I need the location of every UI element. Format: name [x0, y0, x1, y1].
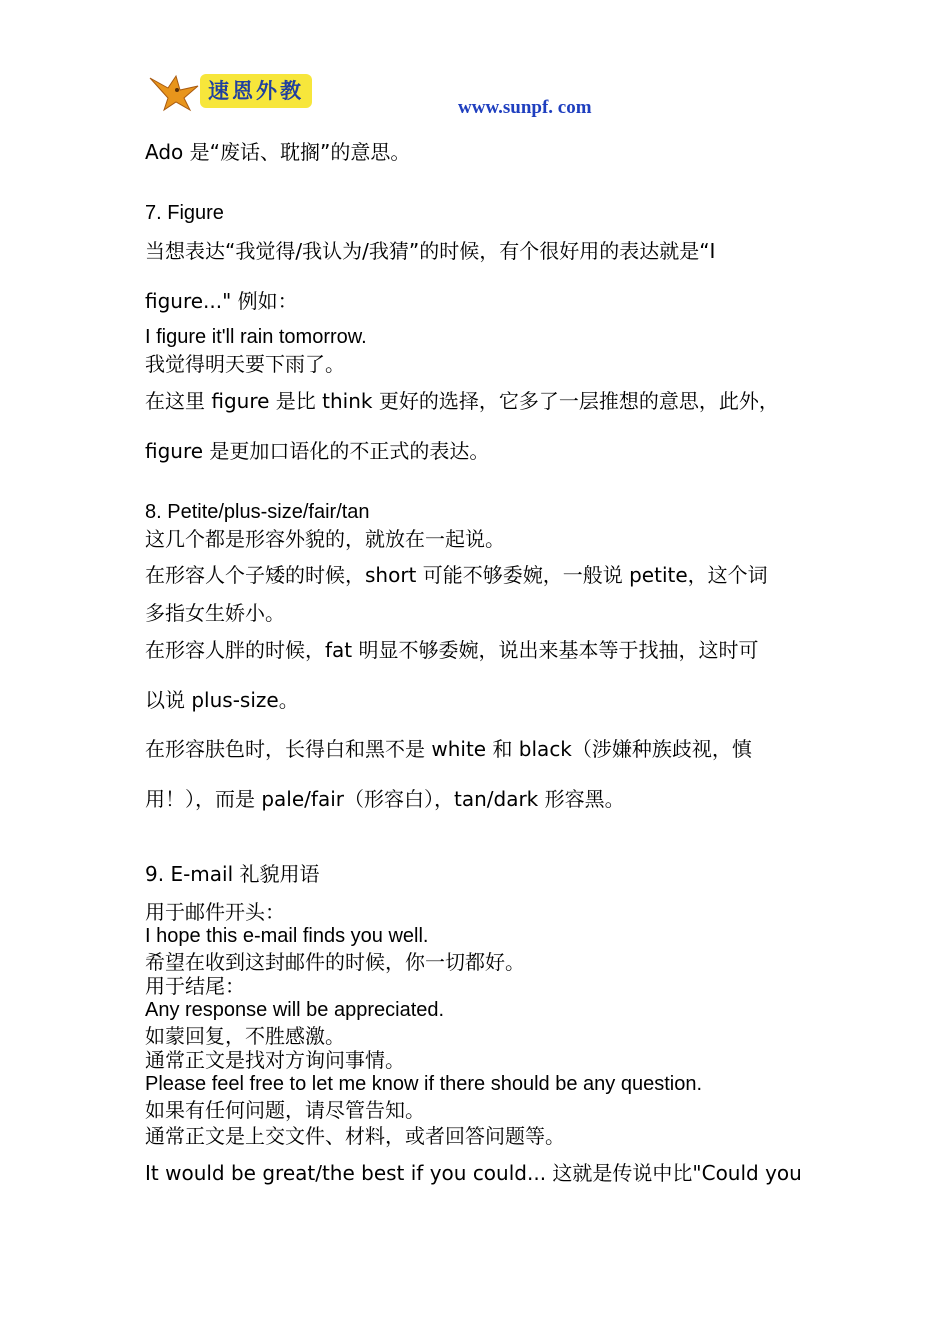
- text-line: 用于邮件开头：: [145, 900, 285, 924]
- text-line: 通常正文是上交文件、材料，或者回答问题等。: [145, 1124, 565, 1148]
- logo-text: 速恩外教: [200, 74, 312, 108]
- text-line: Any response will be appreciated.: [145, 999, 445, 1021]
- text-line: 以说 plus-size。: [145, 688, 299, 712]
- text-line: 这几个都是形容外貌的，就放在一起说。: [145, 527, 505, 551]
- text-line: 在这里 figure 是比 think 更好的选择，它多了一层推想的意思，此外，: [145, 389, 779, 413]
- site-url[interactable]: www.sunpf. com: [458, 97, 592, 118]
- text-line: It would be great/the best if you could... 这就是传说中比"Could you: [145, 1161, 802, 1185]
- text-line: I hope this e-mail finds you well.: [145, 925, 429, 947]
- text-line: 多指女生娇小。: [145, 601, 285, 625]
- text-line: 在形容人个子矮的时候，short 可能不够委婉，一般说 petite，这个词: [145, 563, 768, 587]
- text-line: 当想表达“我觉得/我认为/我猜”的时候，有个很好用的表达就是“I: [145, 239, 716, 263]
- section-heading: 9. E-mail 礼貌用语: [145, 862, 320, 886]
- text-line: 用于结尾：: [145, 974, 245, 998]
- text-line: Please feel free to let me know if there should be any question.: [145, 1073, 703, 1095]
- eagle-icon: [146, 70, 202, 114]
- text-line: Ado 是“废话、耽搁”的意思。: [145, 140, 411, 164]
- text-line: 希望在收到这封邮件的时候，你一切都好。: [145, 950, 525, 974]
- text-line: 用！），而是 pale/fair（形容白），tan/dark 形容黑。: [145, 787, 625, 811]
- logo: [146, 70, 314, 114]
- section-heading: 7. Figure: [145, 202, 224, 224]
- section-heading: 8. Petite/plus-size/fair/tan: [145, 501, 370, 523]
- text-line: figure 是更加口语化的不正式的表达。: [145, 439, 490, 463]
- text-line: 通常正文是找对方询问事情。: [145, 1048, 405, 1072]
- text-line: figure..." 例如：: [145, 289, 298, 313]
- text-line: 我觉得明天要下雨了。: [145, 352, 345, 376]
- text-line: 如果有任何问题，请尽管告知。: [145, 1098, 425, 1122]
- text-line: 在形容肤色时，长得白和黑不是 white 和 black（涉嫌种族歧视，慎: [145, 737, 752, 761]
- text-line: 如蒙回复，不胜感激。: [145, 1024, 345, 1048]
- text-line: I figure it'll rain tomorrow.: [145, 326, 367, 348]
- text-line: 在形容人胖的时候，fat 明显不够委婉，说出来基本等于找抽，这时可: [145, 638, 759, 662]
